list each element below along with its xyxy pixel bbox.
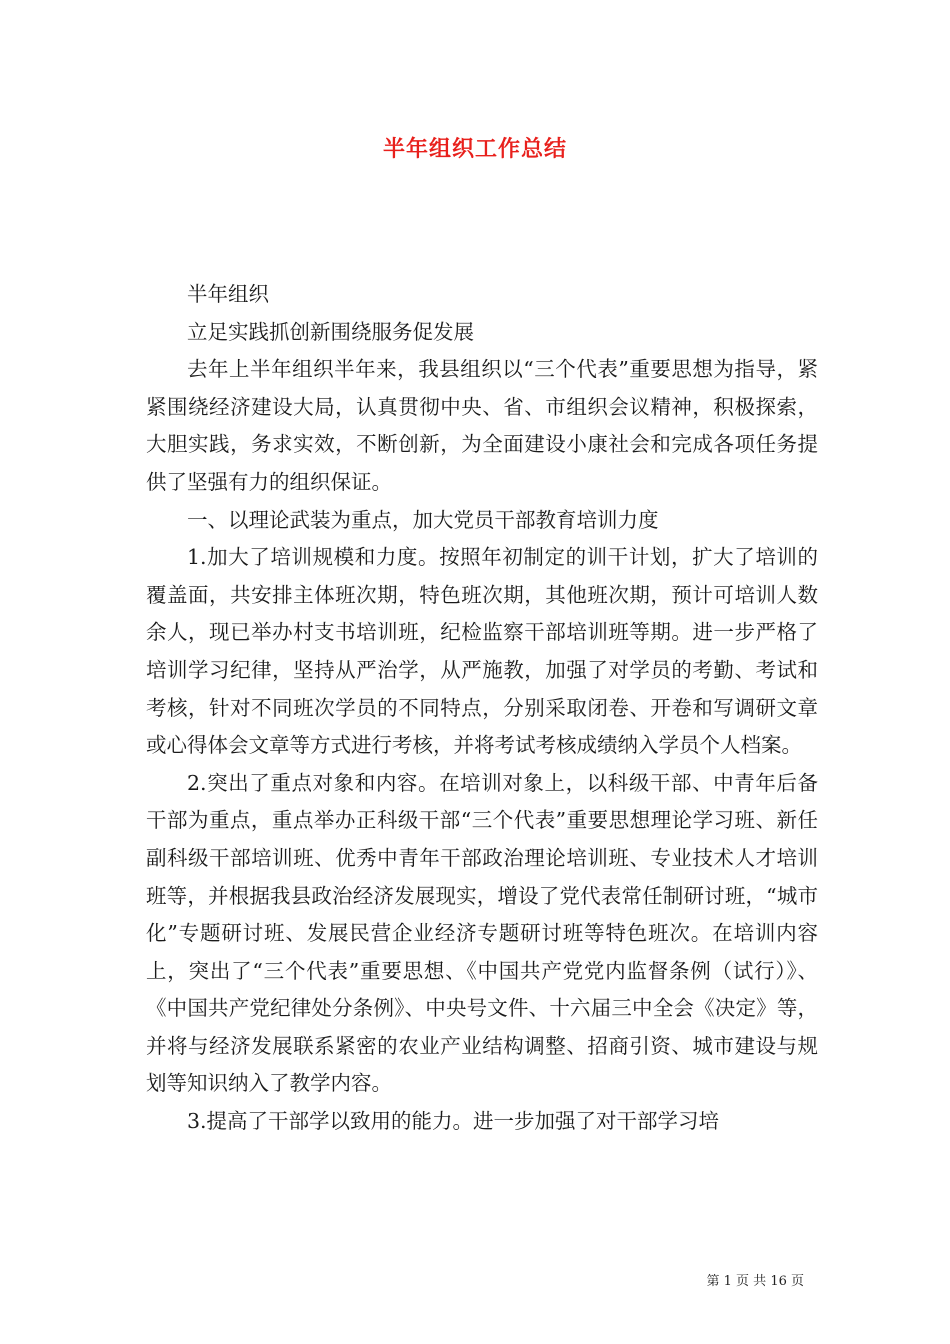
document-body (146, 276, 818, 1141)
subtitle-line: 半年组织 (187, 282, 269, 306)
body-paragraph: 2.突出了重点对象和内容。在培训对象上，以科级干部、中青年后备干部为重点，重点举办正科级干部“三个代表”重要思想理论学习班、新任副科级干部培训班、优秀中青年干部政治理论培训班、专业技术人才培训班等，并根据我县政治经济发展现实，增设了党代表常任制研讨班，“城市化”专题研讨班、发展民营企业经济专题研讨班等特色班次。在培训内容上，突出了“三个代表”重要思想、《中国共产党党内监督条例（试行）》、《中国共产党纪律处分条例》、中央号文件、十六届三中全会《决定》等，并将与经济发展联系紧密的农业产业结构调整、招商引资、城市建设与规划等知识纳入了教学内容。 (146, 770, 818, 1096)
document-title: 半年组织工作总结 (382, 136, 567, 162)
body-paragraph: 去年上半年组织半年来，我县组织以“三个代表”重要思想为指导，紧紧围绕经济建设大局，认真贯彻中央、省、市组织会议精神，积极探索，大胆实践，务求实效，不断创新，为全面建设小康社会和完成各项任务提供了坚强有力的组织保证。 (146, 357, 818, 494)
body-paragraph: 1.加大了培训规模和力度。按照年初制定的训干计划，扩大了培训的覆盖面，共安排主体班次期，特色班次期，其他班次期，预计可培训人数余人，现已举办村支书培训班，纪检监察干部培训班等期。进一步严格了培训学习纪律，坚持从严治学，从严施教，加强了对学员的考勤、考试和考核，针对不同班次学员的不同特点，分别采取闭卷、开卷和写调研文章或心得体会文章等方式进行考核，并将考试考核成绩纳入学员个人档案。 (146, 545, 818, 758)
subtitle-line: 立足实践抓创新围绕服务促发展 (187, 319, 474, 344)
page-number: 第 1 页 共 16 页 (706, 1274, 804, 1289)
section-heading: 一、以理论武装为重点，加大党员干部教育培训力度 (187, 507, 659, 532)
body-paragraph: 3.提高了干部学以致用的能力。进一步加强了对干部学习培 (187, 1109, 720, 1134)
